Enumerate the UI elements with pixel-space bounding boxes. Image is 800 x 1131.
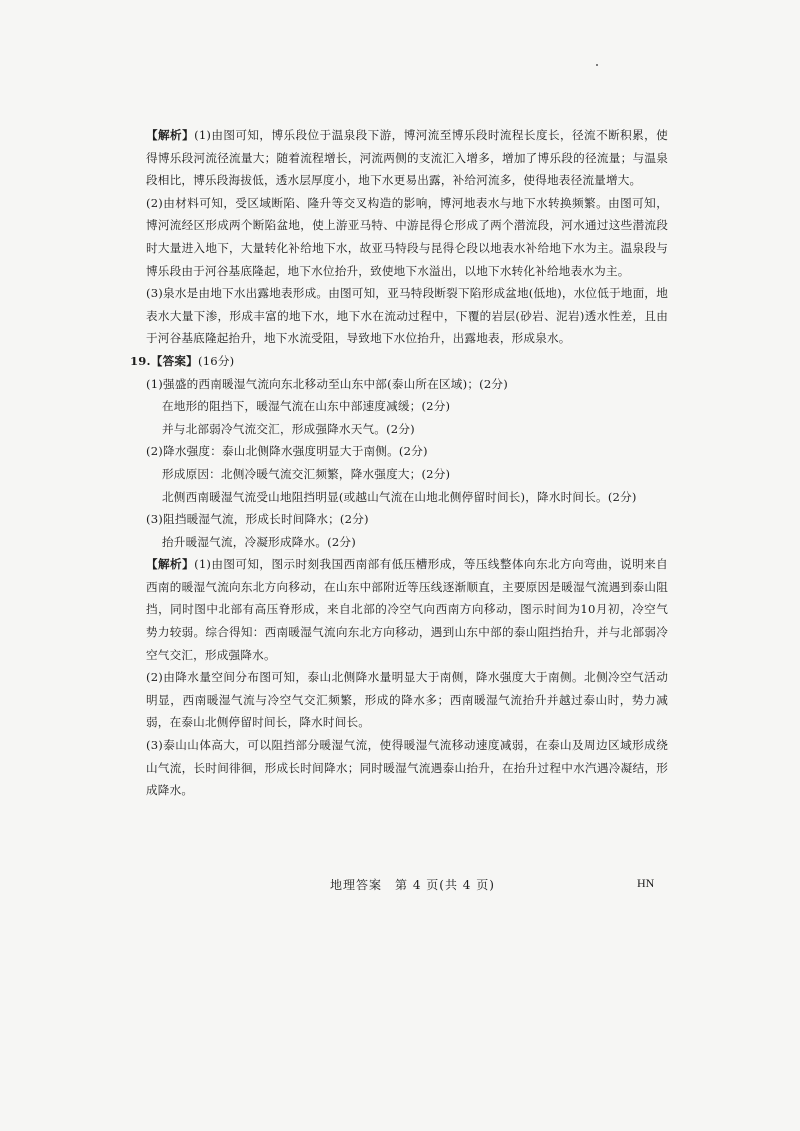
- answer-19-1b: 在地形的阻挡下，暖湿气流在山东中部速度减缓；(2分): [162, 399, 451, 414]
- answer-label: 【答案】: [150, 353, 198, 368]
- answer-19-3b: 抬升暖湿气流，冷凝形成降水。(2分): [162, 534, 356, 549]
- page-footer-label: 地理答案 第 4 页(共 4 页): [330, 878, 495, 892]
- scan-speck: [596, 64, 598, 66]
- analysis-19-para-3: (3)泰山山体高大，可以阻挡部分暖湿气流，使得暖湿气流移动速度减弱，在泰山及周边区域形成绕山气流，长时间徘徊，形成长时间降水；同时暖湿气流遇泰山抬升，在抬升过程中水汽遇冷凝结，形成降水。: [146, 738, 668, 798]
- answer-19-1c: 并与北部弱冷气流交汇，形成强降水天气。(2分): [162, 421, 415, 436]
- answer-19-3: (3)阻挡暖湿气流，形成长时间降水；(2分): [146, 512, 369, 527]
- score: (16分): [197, 353, 235, 368]
- analysis-text: (1)由图可知，图示时刻我国西南部有低压槽形成，等压线整体向东北方向弯曲，说明来自西南的暖湿气流向东北方向移动，在山东中部附近等压线逐渐顺直，主要原因是暖湿气流遇到泰山阻挡，同时图中北部有高压脊形成，来自北部的冷空气向西南方向移动，图示时间为10月初，冷空气势力较弱。综合得知：西南暖湿气流向东北方向移动，遇到山东中部的泰山阻挡抬升，并与北部弱冷空气交汇，形成强降水。: [146, 557, 668, 662]
- answer-19-2b: 形成原因：北侧冷暖气流交汇频繁，降水强度大；(2分): [162, 466, 451, 481]
- analysis-label: 【解析】: [146, 557, 195, 572]
- analysis-label: 【解析】: [146, 128, 195, 142]
- analysis-19-para-1: [146, 553, 668, 666]
- answer-19-2c: 北侧西南暖湿气流受山地阻挡明显(或越山气流在山地北侧停留时间长)，降水时间长。(2分): [162, 489, 637, 504]
- analysis-18-para-1: [146, 124, 668, 192]
- question-19-heading: [130, 350, 668, 373]
- analysis-18-para-3: (3)泉水是由地下水出露地表形成。由图可知，亚马特段断裂下陷形成盆地(低地)，水位低于地面，地表水大量下渗，形成丰富的地下水，地下水在流动过程中，下覆的岩层(砂岩、泥岩)透水性差，且由于河谷基底隆起抬升，地下水流受阻，导致地下水位抬升，出露地表，形成泉水。: [146, 286, 668, 346]
- analysis-18-para-2: (2)由材料可知，受区域断陷、隆升等交叉构造的影响，博河地表水与地下水转换频繁。由图可知，博河流经区形成两个断陷盆地，使上游亚马特、中游昆得仑形成了两个潜流段，河水通过这些潜流段时大量进入地下，大量转化补给地下水，故亚马特段与昆得仑段以地表水补给地下水为主。温泉段与博乐段由于河谷基底隆起，地下水位抬升，致使地下水溢出，以地下水转化补给地表水为主。: [146, 195, 668, 278]
- analysis-text: (1)由图可知，博乐段位于温泉段下游，博河流至博乐段时流程长度长，径流不断积累，使得博乐段河流径流量大；随着流程增长，河流两侧的支流汇入增多，增加了博乐段的径流量；与温泉段相比，博乐段海拔低，透水层厚度小，地下水更易出露，补给河流多，使得地表径流量增大。: [146, 128, 668, 188]
- page-footer-code: HN: [637, 876, 655, 890]
- answer-content: [130, 124, 668, 802]
- answer-19-1: (1)强盛的西南暖湿气流向东北移动至山东中部(泰山所在区域)；(2分): [146, 376, 508, 391]
- answer-19-2: (2)降水强度：泰山北侧降水强度明显大于南侧。(2分): [146, 444, 428, 459]
- question-number: 19.: [130, 353, 151, 368]
- analysis-19-para-2: (2)由降水量空间分布图可知，泰山北侧降水量明显大于南侧，降水强度大于南侧。北侧冷空气活动明显，西南暖湿气流与冷空气交汇频繁，形成的降水多；西南暖湿气流抬升并越过泰山时，势力减弱，在泰山北侧停留时间长，降水时间长。: [146, 670, 668, 730]
